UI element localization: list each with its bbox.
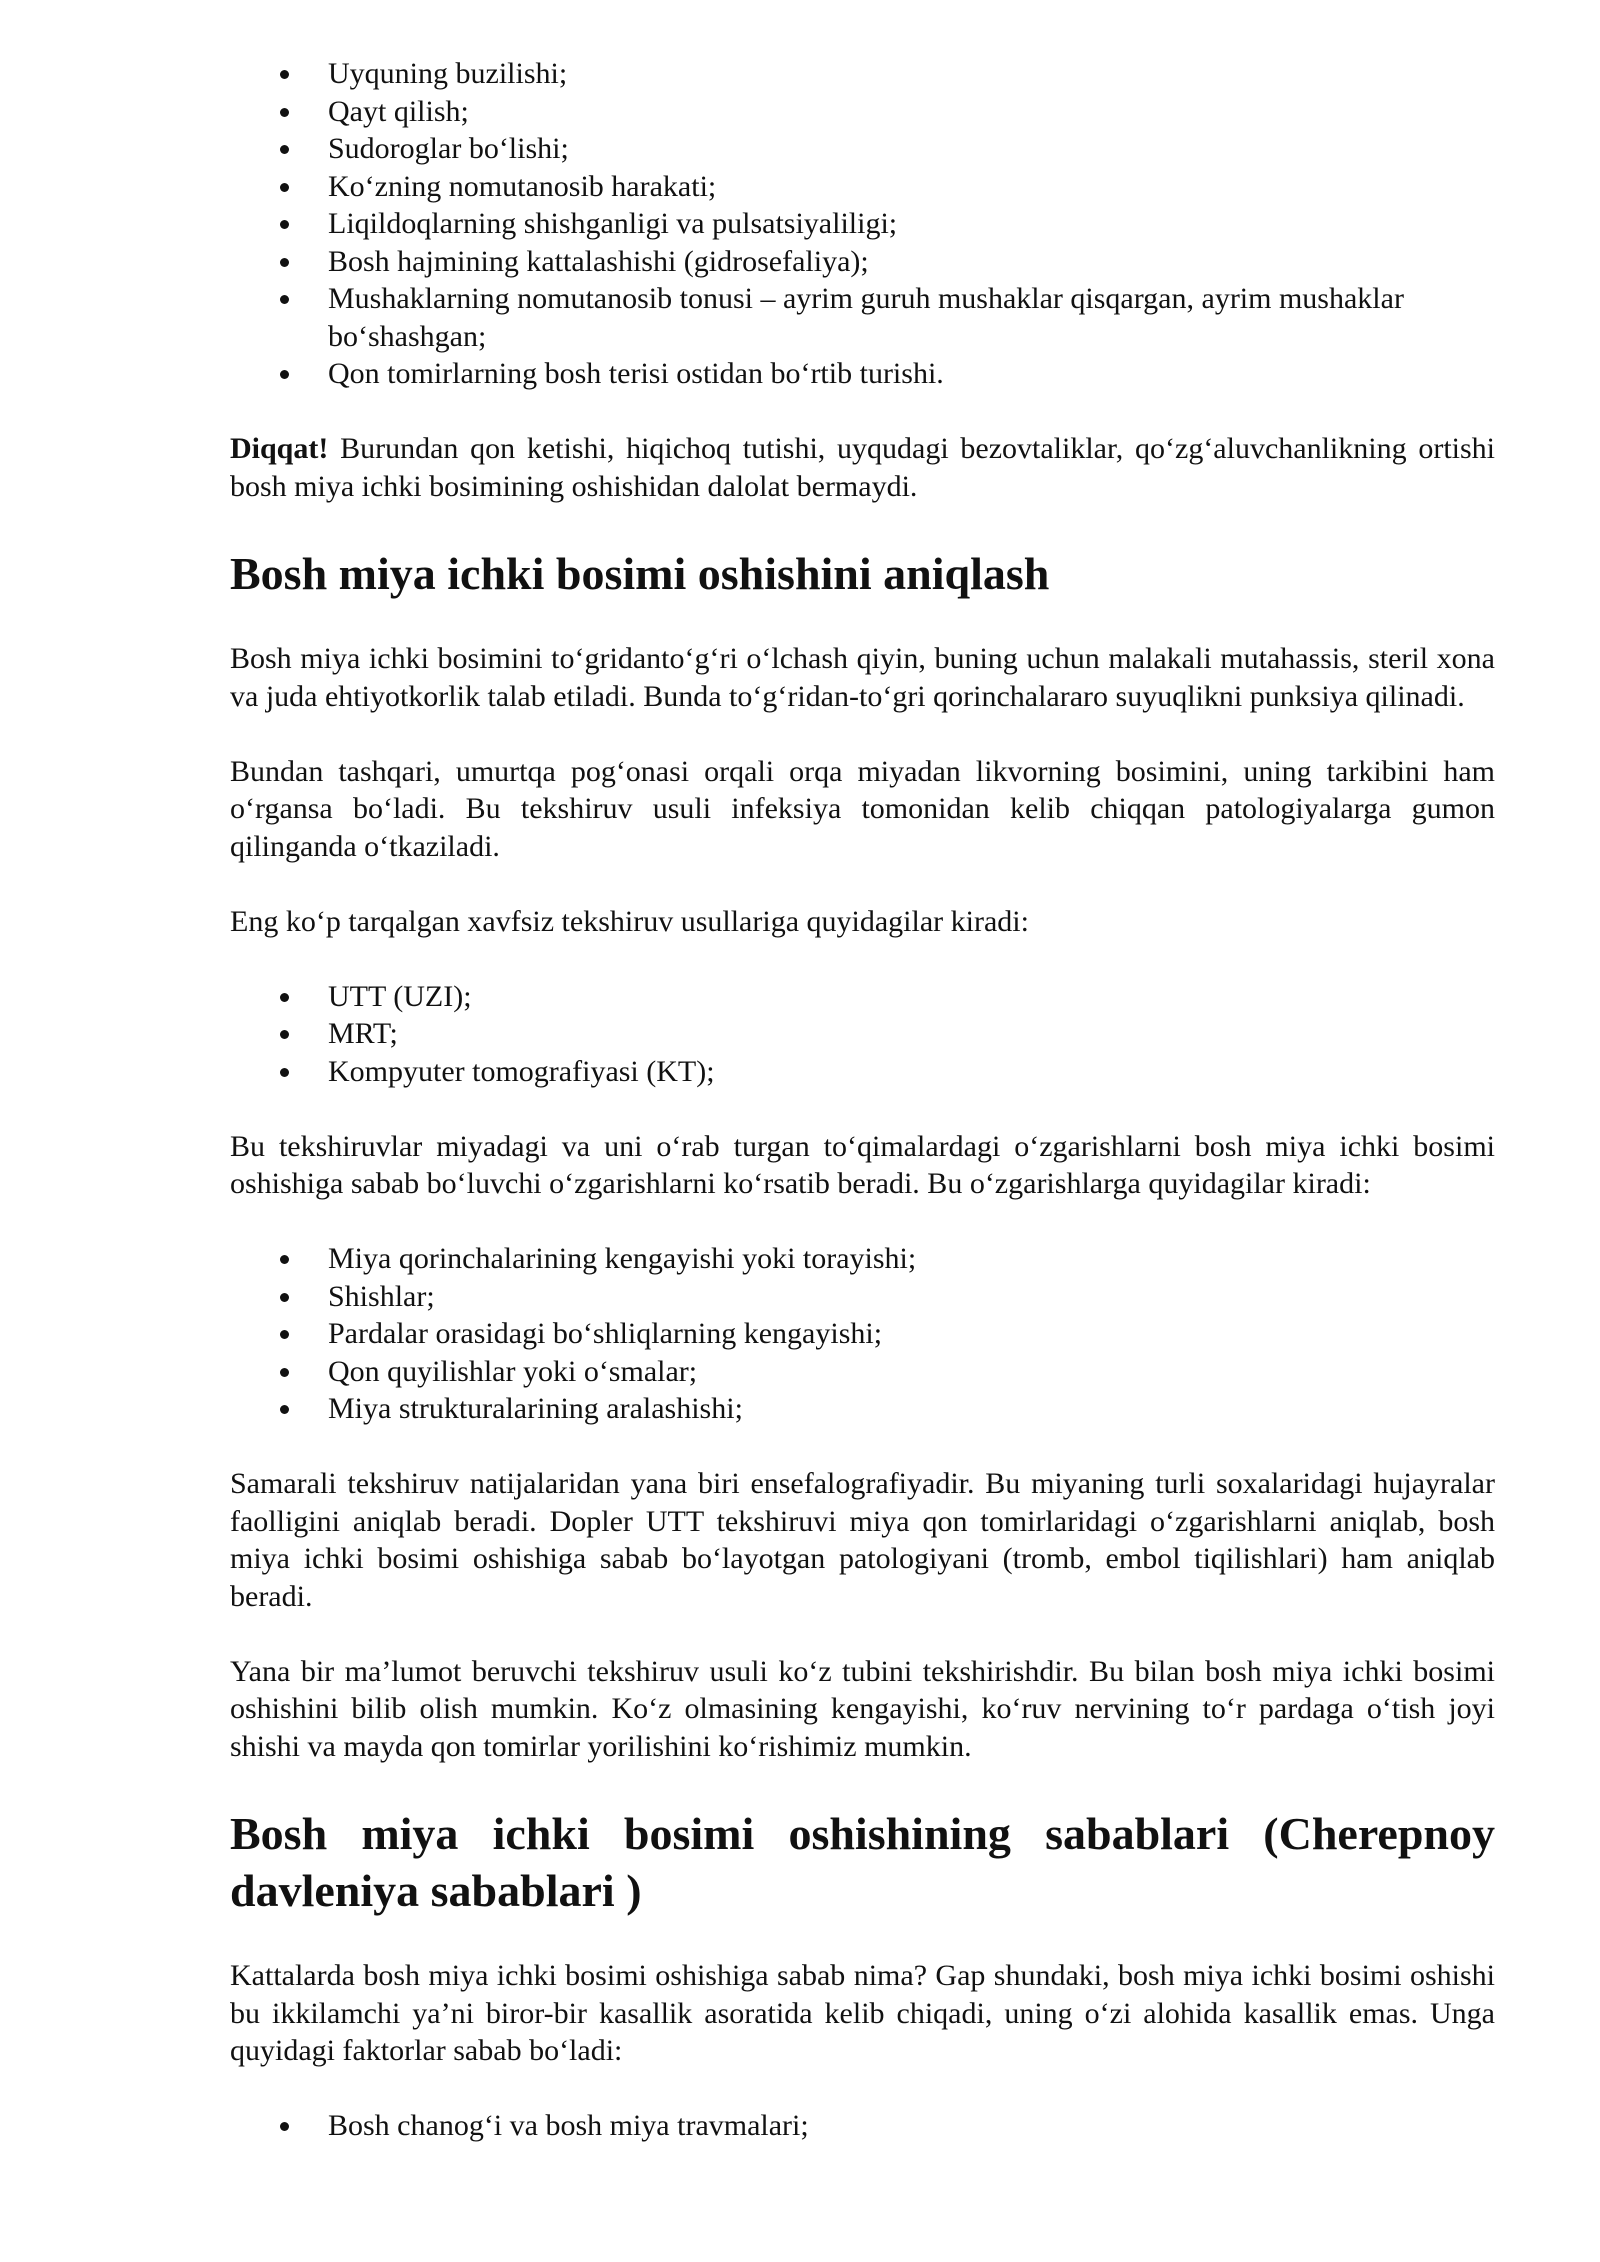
attention-note (230, 430, 1495, 505)
list-item: Miya strukturalarining aralashishi; (328, 1390, 1495, 1428)
paragraph: Bosh miya ichki bosimini to‘gridanto‘g‘ri o‘lchash qiyin, buning uchun malakali mutahassis, steril xona va juda ehtiyotkorlik talab etiladi. Bunda to‘g‘ridan-to‘gri qorinchalararo suyuqlikni punksiya qilinadi. (230, 642, 1495, 713)
changes-list (230, 1240, 1495, 1428)
list-item: Sudoroglar bo‘lishi; (328, 130, 1495, 168)
list-item: Ko‘zning nomutanosib harakati; (328, 168, 1495, 206)
section-heading-causes: Bosh miya ichki bosimi oshishining sabablari (Cherepnoy davleniya sabablari ) (230, 1808, 1495, 1916)
methods-list (230, 978, 1495, 1091)
list-item: Qayt qilish; (328, 93, 1495, 131)
paragraph: Eng ko‘p tarqalgan xavfsiz tekshiruv usullariga quyidagilar kiradi: (230, 904, 1029, 938)
paragraph: Bu tekshiruvlar miyadagi va uni o‘rab turgan to‘qimalardagi o‘zgarishlarni bosh miya ichki bosimi oshishiga sabab bo‘luvchi o‘zgarishlarni ko‘rsatib beradi. Bu o‘zgarishlarga quyidagilar kiradi: (230, 1129, 1495, 1200)
list-item: Miya qorinchalarining kengayishi yoki torayishi; (328, 1240, 1495, 1278)
list-item: Bosh chanog‘i va bosh miya travmalari; (328, 2107, 1495, 2145)
list-item: Pardalar orasidagi bo‘shliqlarning kengayishi; (328, 1315, 1495, 1353)
paragraph: Bundan tashqari, umurtqa pog‘onasi orqali orqa miyadan likvorning bosimini, uning tarkibini ham o‘rgansa bo‘ladi. Bu tekshiruv usuli infeksiya tomonidan kelib chiqqan patologiyalarga gumon qilinganda o‘tkaziladi. (230, 754, 1495, 863)
attention-label: Diqqat! (230, 432, 329, 465)
list-item: MRT; (328, 1015, 1495, 1053)
paragraph: Kattalarda bosh miya ichki bosimi oshishiga sabab nima? Gap shundaki, bosh miya ichki bosimi oshishi bu ikkilamchi ya’ni biror-bir kasallik asoratida kelib chiqadi, uning o‘zi alohida kasallik emas. Unga quyidagi faktorlar sabab bo‘ladi: (230, 1959, 1495, 2067)
paragraph: Yana bir ma’lumot beruvchi tekshiruv usuli ko‘z tubini tekshirishdir. Bu bilan bosh miya ichki bosimi oshishini bilib olish mumkin. Ko‘z olmasining kengayishi, ko‘ruv nervining to‘r pardaga o‘tish joyi shishi va mayda qon tomirlar yorilishini ko‘rishimiz mumkin. (230, 1654, 1495, 1763)
paragraph: Samarali tekshiruv natijalaridan yana biri ensefalografiyadir. Bu miyaning turli soxalaridagi hujayralar faolligini aniqlab beradi. Dopler UTT tekshiruvi miya qon tomirlaridagi o‘zgarishlarni aniqlab, bosh miya ichki bosimi oshishiga sabab bo‘layotgan patologiyani (tromb, embol tiqilishlari) ham aniqlab beradi. (230, 1467, 1495, 1613)
list-item: Qon tomirlarning bosh terisi ostidan bo‘rtib turishi. (328, 355, 1495, 393)
symptoms-list (230, 55, 1495, 393)
section-heading-detection: Bosh miya ichki bosimi oshishini aniqlash (230, 548, 1050, 599)
list-item: UTT (UZI); (328, 978, 1495, 1016)
list-item: Kompyuter tomografiyasi (KT); (328, 1053, 1495, 1091)
list-item: Liqildoqlarning shishganligi va pulsatsiyaliligi; (328, 205, 1495, 243)
attention-text: Burundan qon ketishi, hiqichoq tutishi, uyqudagi bezovtaliklar, qo‘zg‘aluvchanlikning ortishi bosh miya ichki bosimining oshishidan dalolat bermaydi. (230, 432, 1495, 503)
list-item: Shishlar; (328, 1278, 1495, 1316)
list-item: Mushaklarning nomutanosib tonusi – ayrim guruh mushaklar qisqargan, ayrim mushaklar bo‘shashgan; (328, 280, 1495, 355)
causes-list (230, 2107, 1495, 2145)
document-page (230, 55, 1495, 2145)
list-item: Uyquning buzilishi; (328, 55, 1495, 93)
list-item: Qon quyilishlar yoki o‘smalar; (328, 1353, 1495, 1391)
list-item: Bosh hajmining kattalashishi (gidrosefaliya); (328, 243, 1495, 281)
